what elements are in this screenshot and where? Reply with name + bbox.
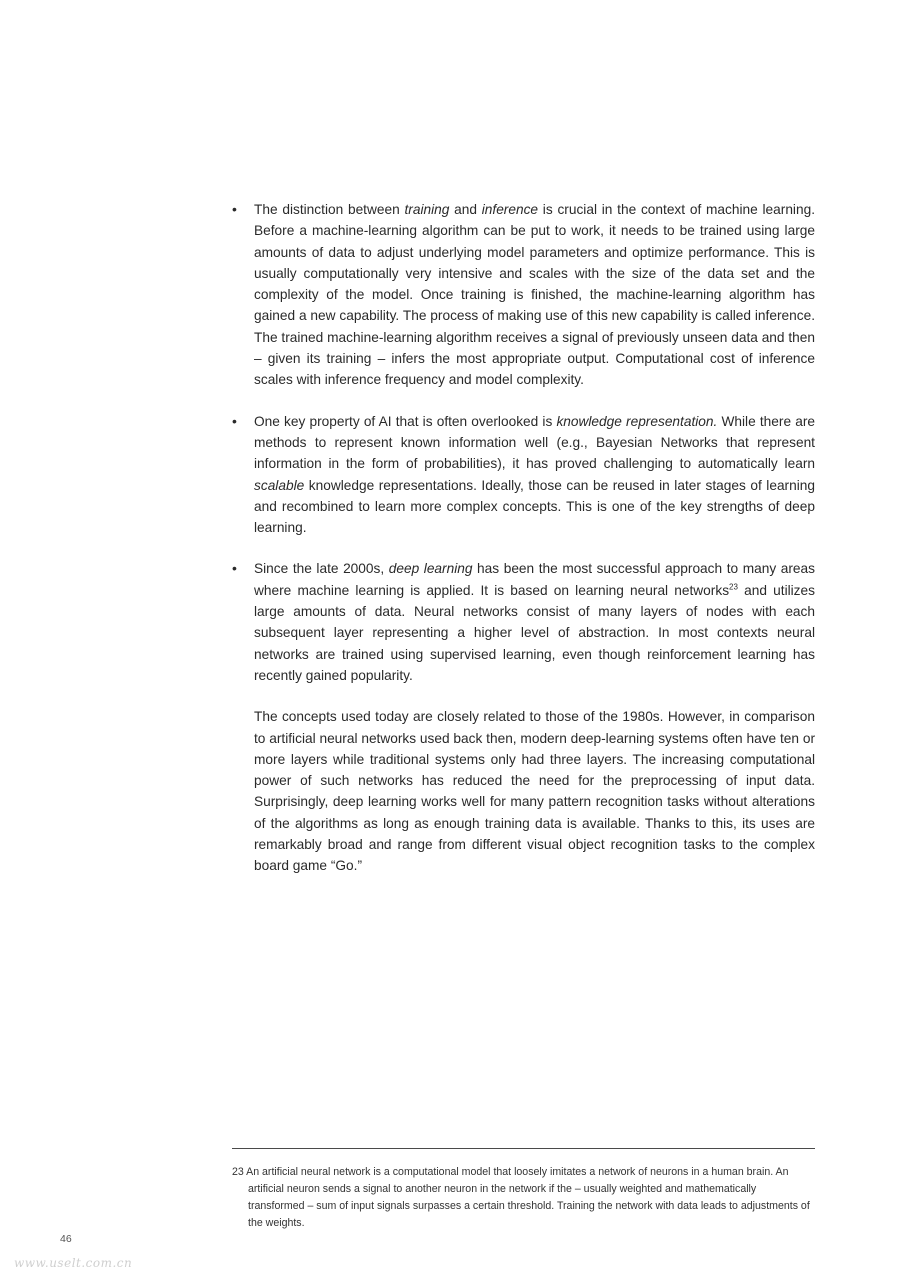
paragraph-text: The concepts used today are closely related to those of the 1980s. However, in comparison to artificial neural networks used back then, modern deep-learning systems often have ten or more layers while traditional systems only had three layers. The increasing computational power of such networks has reduced the need for the preprocessing of input data. Surprisingly, deep learning works well for many pattern recognition tasks without alterations of the algorithms as long as enough training data is available. Thanks to this, its uses are remarkably broad and range from different visual object recognition tasks to the complex board game “Go.” (254, 709, 815, 874)
bullet-item (232, 411, 815, 539)
bullet-dot: • (232, 201, 237, 217)
bullet-item (232, 558, 815, 876)
footnote-divider (232, 1148, 815, 1149)
bullet-paragraph (254, 199, 815, 391)
bullet-paragraph (254, 411, 815, 539)
page-number: 46 (60, 1233, 72, 1245)
bullet-dot: • (232, 412, 237, 429)
paragraph-text: has been the most successful approach to many areas where machine learning is applied. It is based on learning neural networks (254, 561, 815, 598)
paragraph-text: While there are methods to represent known information well (e.g., Bayesian Networks that represent information in the form of probabilities), it has proved challenging to automatically learn (254, 413, 815, 472)
paragraph-text: is crucial in the context of machine learning. Before a machine-learning algorithm can be put to work, it needs to be trained using large amounts of data to adjust underlying model parameters and optimize performance. This is usually computationally very intensive and scales with the size of the data set and the complexity of the model. Once training is finished, the machine-learning algorithm has gained a new capability. The process of making use of this new capability is called inference. The trained machine-learning algorithm receives a signal of previously unseen data and then – given its training – infers the most appropriate output. Computational cost of inference scales with inference frequency and model complexity. (254, 202, 815, 388)
paragraph-text: Since the late 2000s, (254, 561, 389, 577)
paragraph-text: The distinction between (254, 202, 405, 217)
footnote-reference: 23 (729, 582, 738, 592)
main-content (232, 199, 815, 897)
paragraph-text: and utilizes large amounts of data. Neural networks consist of many layers of nodes with each subsequent layer representing a higher level of abstraction. In most contexts neural networks are trained using supervised learning, even though reinforcement learning has recently gained popularity. (254, 582, 815, 683)
bullet-paragraph (254, 706, 815, 876)
paragraph-text: and (449, 202, 482, 217)
watermark: www.uselt.com.cn (14, 1256, 133, 1270)
paragraph-text: knowledge representations. Ideally, those can be reused in later stages of learning and recombined to learn more complex concepts. This is one of the key strengths of deep learning. (254, 477, 815, 536)
emphasis-text: inference (481, 202, 539, 217)
emphasis-text: scalable (254, 477, 305, 493)
paragraph-text: One key property of AI that is often overlooked is (254, 413, 557, 429)
emphasis-text: knowledge representation. (556, 413, 718, 429)
bullet-paragraph (254, 558, 815, 686)
bullet-item (232, 199, 815, 391)
footnote-23: 23 An artificial neural network is a computational model that loosely imitates a network of neurons in a human brain. An artificial neuron sends a signal to another neuron in the network if the – usually weighted and mathematically transformed – sum of input signals surpasses a certain threshold. Training the network with data leads to adjustments of the weights. (232, 1165, 810, 1229)
emphasis-text: deep learning (388, 561, 473, 577)
emphasis-text: training (404, 202, 450, 217)
bullet-dot: • (232, 560, 237, 577)
